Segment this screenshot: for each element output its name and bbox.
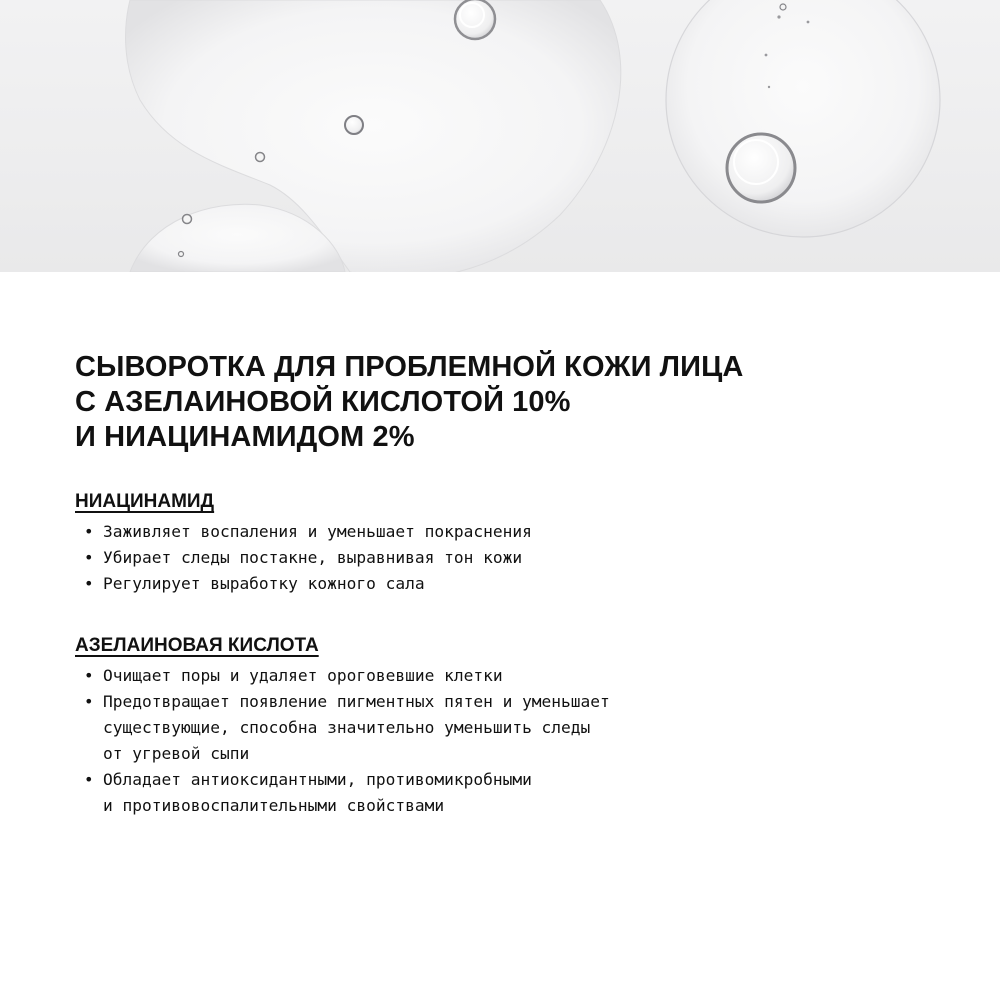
list-item-text: • Регулирует выработку кожного сала (103, 574, 425, 593)
list-item-text: • Предотвращает появление пигментных пятен и уменьшает (103, 692, 610, 711)
benefit-list (75, 519, 935, 597)
list-item (75, 767, 935, 819)
hero-image (0, 0, 1000, 272)
title-line: И НИАЦИНАМИДОМ 2% (75, 421, 415, 453)
list-item-text: • Убирает следы постакне, выравнивая тон кожи (103, 548, 523, 567)
section-heading: НИАЦИНАМИД (75, 491, 215, 512)
list-item-text: от угревой сыпи (103, 744, 250, 763)
list-item (75, 519, 935, 545)
list-item-text: • Обладает антиоксидантными, противомикробными (103, 770, 532, 789)
list-item-text: существующие, способна значительно уменьшить следы (103, 718, 591, 737)
list-item-text: • Очищает поры и удаляет ороговевшие клетки (103, 666, 503, 685)
title-line: СЫВОРОТКА ДЛЯ ПРОБЛЕМНОЙ КОЖИ ЛИЦА (75, 351, 744, 383)
product-title (75, 350, 935, 455)
section-niacinamide (75, 490, 935, 597)
benefit-list (75, 663, 935, 819)
list-item (75, 571, 935, 597)
list-item-text: • Заживляет воспаления и уменьшает покраснения (103, 522, 532, 541)
list-item (75, 689, 935, 767)
product-description (75, 350, 935, 819)
list-item (75, 545, 935, 571)
section-azelaic-acid (75, 634, 935, 819)
section-heading: АЗЕЛАИНОВАЯ КИСЛОТА (75, 635, 319, 656)
water-droplets-icon (0, 0, 1000, 272)
list-item-text: и противовоспалительными свойствами (103, 796, 445, 815)
list-item (75, 663, 935, 689)
title-line: С АЗЕЛАИНОВОЙ КИСЛОТОЙ 10% (75, 386, 571, 418)
